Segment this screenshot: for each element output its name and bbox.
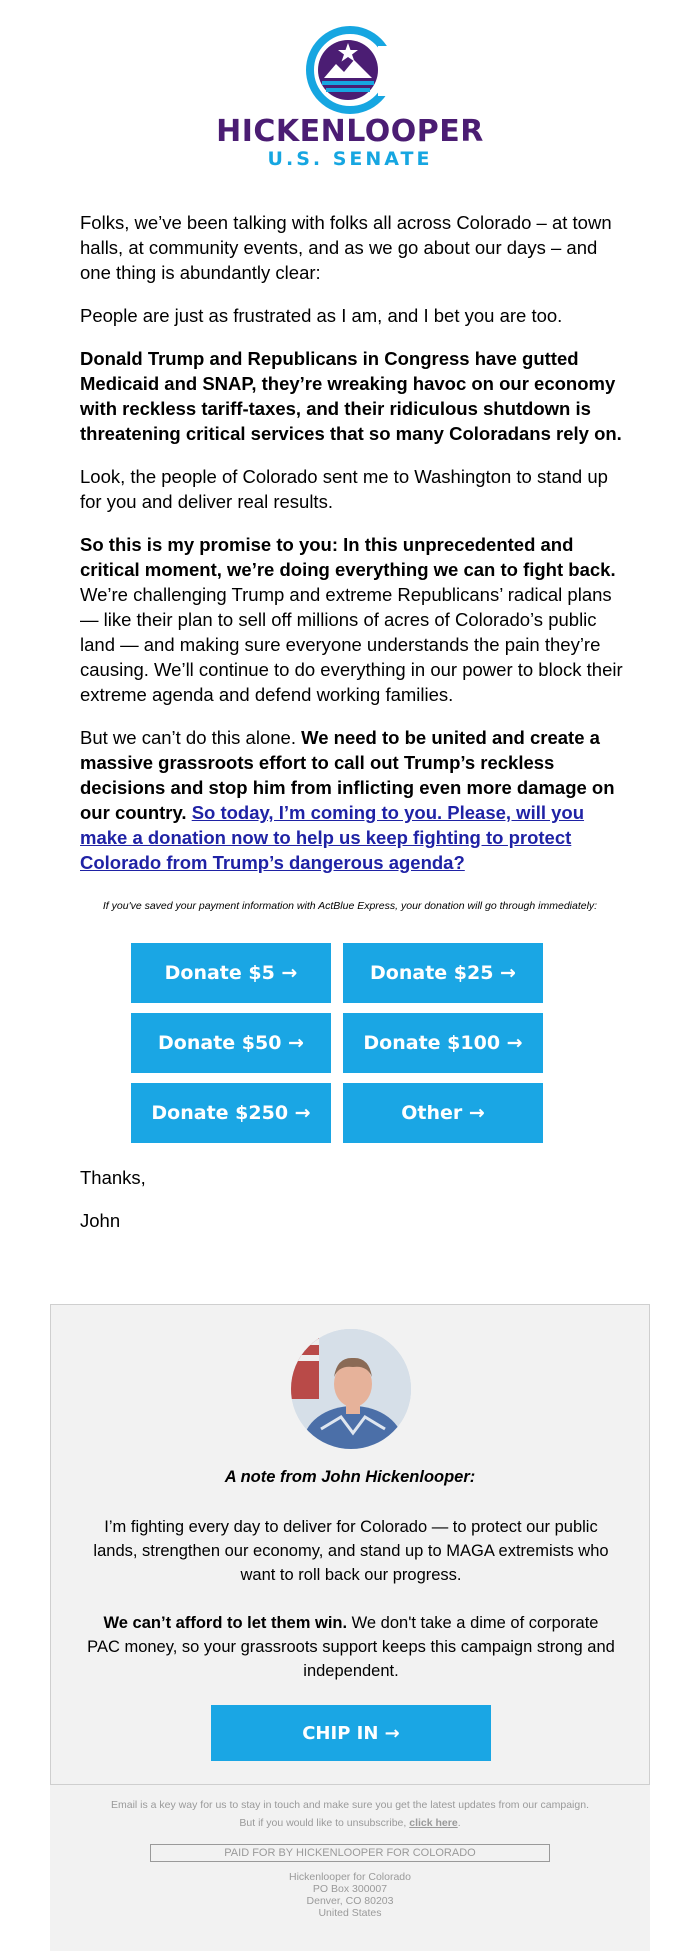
body-paragraph: People are just as frustrated as I am, and I bet you are too. [80,305,563,326]
body-paragraph-appeal: But we can’t do this alone. We need to be united and create a massive grassroots effort to call out Trump’s reckless decisions and stop him from inflicting even more damage on our country. So today, I’m coming to you. Please, will you make a donation now to help us keep fighting to protect Colorado from Trump’s dangerous agenda? [80,727,615,873]
donate-100-button[interactable]: Donate $100 → [343,1013,543,1073]
footer [50,1785,650,1951]
body-paragraph-bold: Donald Trump and Republicans in Congress have gutted Medicaid and SNAP, they’re wreaking havoc on our economy with reckless tariff-taxes, and their ridiculous shutdown is threatening critical services that so many Coloradans rely on. [80,348,622,444]
logo-subtitle: U.S. SENATE [267,148,433,170]
donate-5-button[interactable]: Donate $5 → [131,943,331,1003]
donate-25-button[interactable]: Donate $25 → [343,943,543,1003]
logo-name: HICKENLOOPER [216,114,484,149]
donate-250-button[interactable]: Donate $250 → [131,1083,331,1143]
email-body [80,210,625,893]
promise-bold: So this is my promise to you: In this unprecedented and critical moment, we’re doing everything we can to fight back. [80,534,616,580]
chip-in-button[interactable]: CHIP IN → [211,1705,491,1761]
signoff-name: John [80,1210,121,1231]
appeal-bold: We need to be united and create a massive grassroots effort to call out Trump’s reckless decisions and stop him from inflicting even more damage on our country. [80,727,615,823]
signoff-thanks: Thanks, [80,1167,146,1188]
body-paragraph: Look, the people of Colorado sent me to Washington to stand up for you and deliver real results. [80,466,608,512]
body-paragraph: Folks, we’ve been talking with folks all across Colorado – at town halls, at community events, and as we go about our days – and one thing is abundantly clear: [80,212,612,283]
paid-for-disclaimer: PAID FOR BY HICKENLOOPER FOR COLORADO [150,1844,550,1862]
promise-text: We’re challenging Trump and extreme Republicans’ radical plans — like their plan to sell off millions of acres of Colorado’s public land — and making sure everyone understands the pain they’re causing. We’ll continue to do everything in our power to block their extreme agenda and defend working families. [80,584,623,705]
candidate-photo-icon [291,1329,411,1449]
signoff [80,1165,146,1251]
footer-unsubscribe-text: Email is a key way for us to stay in touch and make sure you get the latest updates from our campaign. But if you would like to unsubscribe, click here. [111,1799,589,1829]
note-paragraph: I’m fighting every day to deliver for Colorado — to protect our public lands, strengthen our economy, and stand up to MAGA extremists who want to roll back our progress. [93,1518,609,1584]
body-paragraph-promise [80,532,625,707]
note-panel [50,1304,650,1785]
logo-emblem-icon [300,26,400,114]
campaign-logo [0,26,700,170]
donate-50-button[interactable]: Donate $50 → [131,1013,331,1073]
note-paragraph-2: We can’t afford to let them win. We don't take a dime of corporate PAC money, so your grassroots support keeps this campaign strong and independent. [87,1614,615,1680]
avatar [291,1329,411,1449]
actblue-express-note: If you've saved your payment information with ActBlue Express, your donation will go through immediately: [102,900,598,912]
mailing-address: Hickenlooper for Colorado PO Box 300007 Denver, CO 80203 United States [289,1871,411,1919]
donation-link[interactable]: So today, I’m coming to you. Please, will you make a donation now to help us keep fighting to protect Colorado from Trump’s dangerous agenda? [80,802,585,873]
note-title: A note from John Hickenlooper: [224,1468,476,1486]
donate-button-grid [131,943,543,1143]
donate-other-button[interactable]: Other → [343,1083,543,1143]
unsubscribe-link[interactable]: click here [409,1817,458,1829]
